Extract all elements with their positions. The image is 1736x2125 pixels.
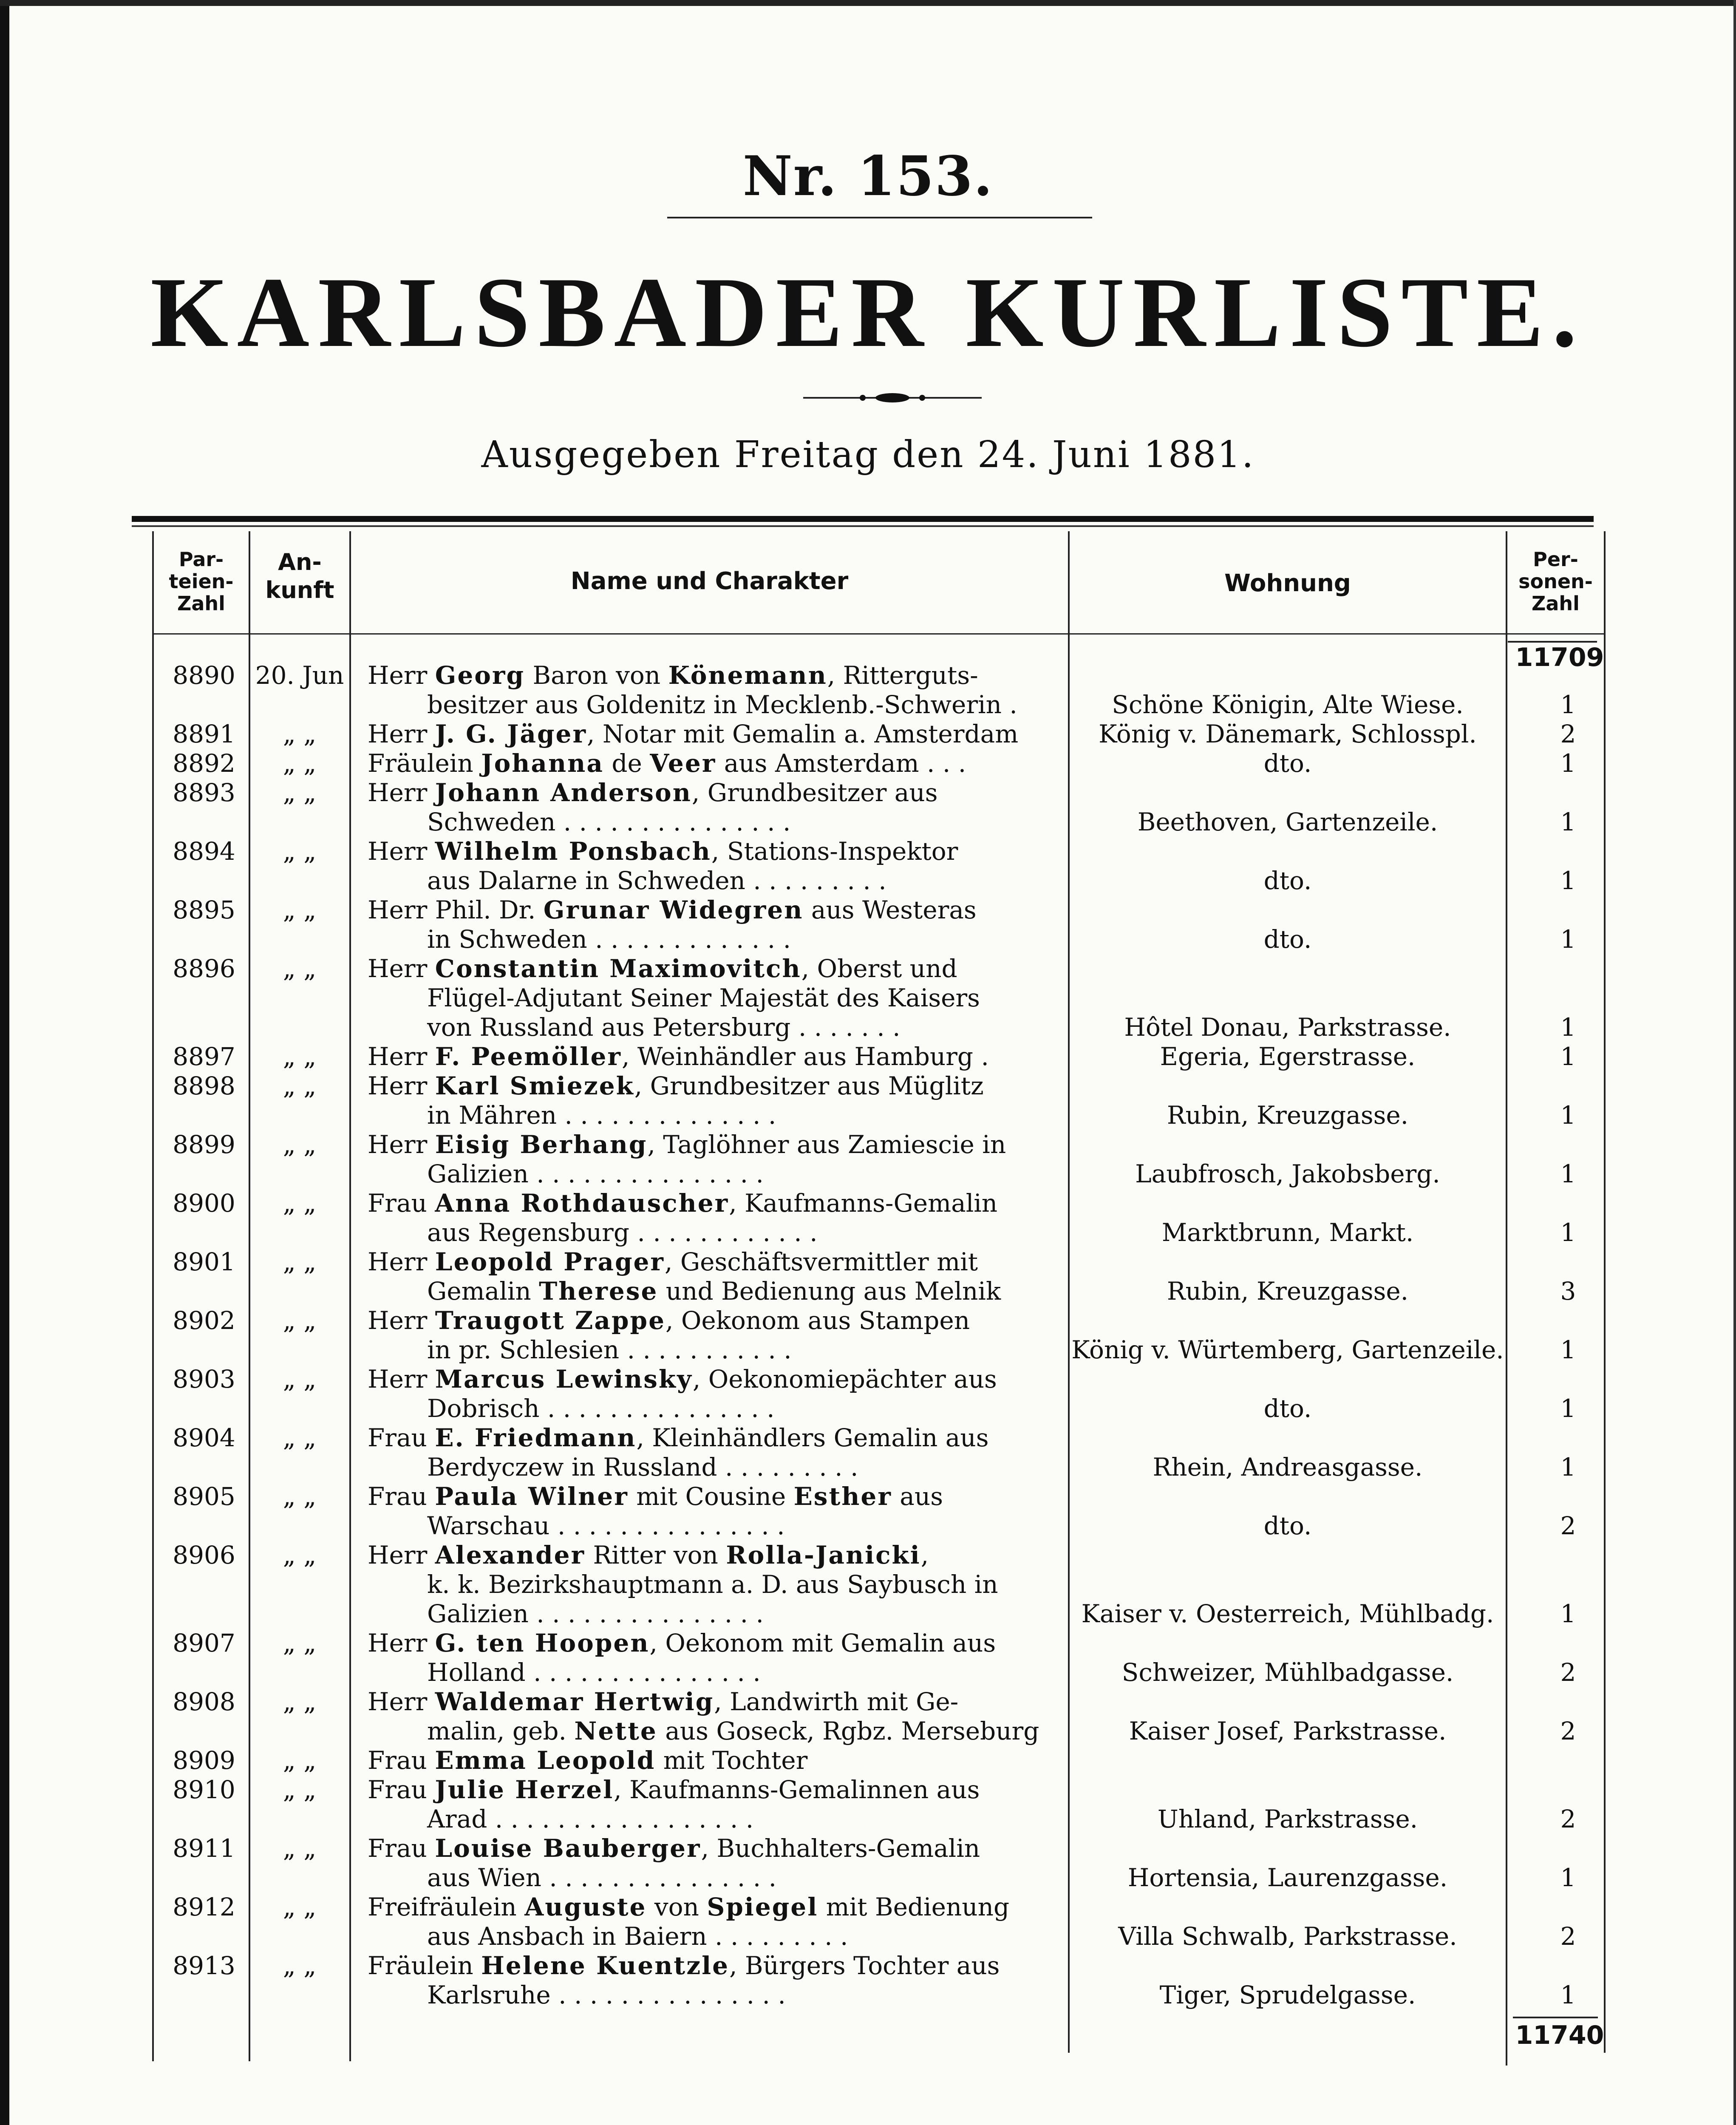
- residence: Hortensia, Laurenzgasse.: [1127, 1863, 1448, 1892]
- guest-text: Herr: [368, 1541, 435, 1570]
- guest-entry-line: [368, 1189, 997, 1218]
- table-row: [0, 1746, 1736, 1775]
- header-party-number: [154, 548, 249, 615]
- arrival-date: „ „: [283, 1482, 317, 1511]
- rule-thick: [132, 516, 1594, 522]
- table-row: [0, 1687, 1736, 1746]
- residence: Kaiser v. Oesterreich, Mühlbadg.: [1081, 1599, 1494, 1628]
- guest-text: Herr Phil. Dr.: [368, 895, 544, 924]
- party-number: 8895: [173, 895, 235, 924]
- party-number: 8894: [173, 837, 235, 866]
- guest-entry-line: [427, 983, 980, 1012]
- guest-text: , Stations-Inspektor: [711, 837, 958, 866]
- guest-name: Helene Kuentzle: [481, 1951, 730, 1980]
- guest-text: Berdyczew in Russland . . . . . . . . .: [427, 1453, 858, 1482]
- party-number: 8898: [173, 1071, 235, 1100]
- page-title: KARLSBADER KURLISTE.: [150, 257, 1586, 368]
- residence: Marktbrunn, Markt.: [1161, 1218, 1414, 1247]
- guest-text: mit Bedienung: [818, 1893, 1010, 1921]
- guest-name: Constantin Maximovitch: [435, 954, 801, 983]
- guest-text: Flügel-Adjutant Seiner Majestät des Kaisers: [427, 983, 980, 1012]
- guest-text: Herr: [368, 778, 435, 807]
- guest-name: Grunar Widegren: [543, 895, 804, 924]
- guest-name: Therese: [539, 1277, 658, 1306]
- guest-text: aus Amsterdam . . .: [716, 749, 966, 778]
- guest-name: Veer: [650, 749, 716, 778]
- arrival-date: „ „: [283, 1042, 317, 1071]
- guest-text: , Kleinhändlers Gemalin aus: [636, 1423, 989, 1452]
- residence: dto.: [1263, 1511, 1312, 1540]
- table-row: [0, 837, 1736, 895]
- guest-entry-line: [368, 895, 977, 924]
- guest-text: mit Tochter: [655, 1746, 808, 1775]
- guest-text: Frau: [368, 1775, 435, 1804]
- residence: König v. Dänemark, Schlosspl.: [1099, 720, 1477, 748]
- header-party-number-line: Par-: [178, 548, 224, 571]
- guest-text: , Oberst und: [801, 954, 957, 983]
- guest-entry-line: [427, 1453, 858, 1482]
- guest-name: G. ten Hoopen: [435, 1629, 650, 1658]
- table-row: [0, 895, 1736, 954]
- final-total: 11740: [1515, 2020, 1604, 2050]
- table-row: [0, 778, 1736, 837]
- person-count: 2: [1560, 1658, 1576, 1687]
- guest-text: de: [603, 749, 650, 778]
- guest-text: besitzer aus Goldenitz in Mecklenb.-Schwerin .: [427, 690, 1017, 719]
- person-count: 1: [1560, 1599, 1576, 1628]
- guest-entry-line: [368, 1247, 978, 1276]
- guest-text: Frau: [368, 1423, 435, 1452]
- guest-text: Herr: [368, 1687, 435, 1716]
- party-number: 8901: [173, 1247, 235, 1276]
- guest-text: Karlsruhe . . . . . . . . . . . . . . .: [427, 1980, 786, 2009]
- guest-text: Frau: [368, 1834, 435, 1863]
- party-number: 8905: [173, 1482, 235, 1511]
- guest-name: Rolla-Janicki: [726, 1541, 921, 1570]
- party-number: 8896: [173, 954, 235, 983]
- guest-text: aus Wien . . . . . . . . . . . . . . .: [427, 1863, 777, 1892]
- guest-entry-line: [368, 1541, 929, 1570]
- guest-text: in Schweden . . . . . . . . . . . . .: [427, 925, 791, 954]
- party-number: 8908: [173, 1687, 235, 1716]
- header-party-number-line: Zahl: [177, 592, 225, 615]
- arrival-date: „ „: [283, 895, 317, 924]
- person-count: 1: [1560, 925, 1576, 954]
- guest-name: Eisig Berhang: [435, 1130, 648, 1159]
- arrival-date: „ „: [283, 1775, 317, 1804]
- carried-total: 11709: [1515, 643, 1604, 672]
- party-number: 8900: [173, 1189, 235, 1218]
- arrival-date: „ „: [283, 1541, 317, 1570]
- arrival-date: „ „: [283, 1247, 317, 1276]
- residence: Tiger, Sprudelgasse.: [1159, 1980, 1416, 2009]
- guest-name: Auguste: [524, 1893, 647, 1921]
- guest-text: von: [646, 1893, 707, 1921]
- guest-entry-line: [368, 1482, 943, 1511]
- arrival-date: „ „: [283, 1629, 317, 1658]
- guest-text: aus Ansbach in Baiern . . . . . . . . .: [427, 1922, 848, 1951]
- arrival-date: „ „: [283, 1130, 317, 1159]
- table-row: [0, 1834, 1736, 1893]
- guest-entry-line: [427, 1717, 1039, 1745]
- residence: dto.: [1263, 866, 1312, 895]
- guest-text: , Kaufmanns-Gemalinnen aus: [614, 1775, 980, 1804]
- guest-text: aus Westeras: [803, 895, 977, 924]
- guest-entry-line: [368, 778, 938, 807]
- table-row: [0, 1189, 1736, 1247]
- person-count: 1: [1560, 1013, 1576, 1042]
- guest-entry-line: [368, 720, 1018, 748]
- party-number: 8906: [173, 1541, 235, 1570]
- residence: König v. Würtemberg, Gartenzeile.: [1071, 1335, 1504, 1364]
- guest-text: Fräulein: [368, 749, 481, 778]
- header-arrival-line: An-: [278, 549, 322, 575]
- guest-entry-line: [427, 1863, 776, 1892]
- table-row: [0, 1482, 1736, 1541]
- person-count: 1: [1560, 808, 1576, 836]
- party-number: 8893: [173, 778, 235, 807]
- residence: dto.: [1263, 1394, 1312, 1423]
- person-count: 1: [1560, 1042, 1576, 1071]
- guest-entry-line: [368, 1071, 984, 1100]
- header-arrival: [250, 548, 349, 604]
- residence: Schöne Königin, Alte Wiese.: [1112, 690, 1464, 719]
- guest-entry-line: [368, 1775, 980, 1804]
- arrival-date: „ „: [283, 720, 317, 748]
- guest-text: Galizien . . . . . . . . . . . . . . .: [427, 1599, 764, 1628]
- guest-name: Karl Smiezek: [435, 1071, 634, 1100]
- residence: Egeria, Egerstrasse.: [1160, 1042, 1416, 1071]
- guest-entry-line: [427, 1394, 775, 1423]
- guest-entry-line: [427, 1599, 764, 1628]
- table-row: [0, 1893, 1736, 1951]
- person-count: 1: [1560, 1863, 1576, 1892]
- arrival-date: „ „: [283, 837, 317, 866]
- header-rule: [152, 633, 1604, 635]
- table-row: [0, 1247, 1736, 1306]
- party-number: 8890: [173, 661, 235, 690]
- residence: Laubfrosch, Jakobsberg.: [1135, 1159, 1440, 1188]
- arrival-date: 20. Jun: [255, 661, 344, 690]
- table-row: [0, 1130, 1736, 1189]
- guest-entry-line: [368, 954, 957, 983]
- person-count: 2: [1560, 1717, 1576, 1745]
- guest-entry-line: [427, 1805, 753, 1833]
- guest-text: , Oekonom aus Stampen: [666, 1306, 970, 1335]
- guest-entry-line: [427, 1101, 776, 1130]
- guest-entry-line: [368, 1423, 988, 1452]
- table-row: [0, 954, 1736, 1042]
- guest-text: Fräulein: [368, 1951, 481, 1980]
- guest-entry-line: [427, 1658, 761, 1687]
- guest-text: aus Regensburg . . . . . . . . . . . .: [427, 1218, 818, 1247]
- guest-name: Anna Rothdauscher: [435, 1189, 729, 1218]
- table-row: [0, 1306, 1736, 1365]
- arrival-date: „ „: [283, 778, 317, 807]
- arrival-date: „ „: [283, 1365, 317, 1394]
- guest-text: , Geschäftsvermittler mit: [664, 1247, 978, 1276]
- issue-date: Ausgegeben Freitag den 24. Juni 1881.: [481, 434, 1255, 476]
- person-count: 1: [1560, 1159, 1576, 1188]
- person-count: 2: [1560, 1511, 1576, 1540]
- header-name: Name und Charakter: [570, 567, 849, 595]
- guest-text: Herr: [368, 1365, 435, 1394]
- guest-text: Herr: [368, 1247, 435, 1276]
- guest-text: von Russland aus Petersburg . . . . . . .: [427, 1013, 901, 1042]
- residence: Kaiser Josef, Parkstrasse.: [1129, 1717, 1447, 1745]
- table-row: [0, 1365, 1736, 1423]
- guest-text: Holland . . . . . . . . . . . . . . .: [427, 1658, 761, 1687]
- guest-text: Herr: [368, 661, 435, 690]
- guest-name: E. Friedmann: [435, 1423, 637, 1452]
- residence: Uhland, Parkstrasse.: [1157, 1805, 1418, 1833]
- guest-text: , Taglöhner aus Zamiescie in: [647, 1130, 1006, 1159]
- table-row: [0, 1042, 1736, 1071]
- guest-entry-line: [368, 1951, 1000, 1980]
- person-count: 2: [1560, 1805, 1576, 1833]
- guest-text: Freifräulein: [368, 1893, 525, 1921]
- party-number: 8897: [173, 1042, 235, 1071]
- guest-entry-line: [427, 925, 791, 954]
- party-number: 8912: [173, 1893, 235, 1921]
- guest-entry-line: [427, 1570, 998, 1599]
- guest-entry-line: [427, 808, 790, 836]
- person-count: 1: [1560, 866, 1576, 895]
- party-number: 8909: [173, 1746, 235, 1775]
- party-number: 8902: [173, 1306, 235, 1335]
- guest-entry-line: [427, 1335, 792, 1364]
- guest-entry-line: [427, 1013, 901, 1042]
- guest-entry-line: [368, 1687, 958, 1716]
- guest-entry-line: [427, 690, 1017, 719]
- guest-text: ,: [920, 1541, 929, 1570]
- guest-name: F. Peemöller: [435, 1042, 622, 1071]
- arrival-date: „ „: [283, 1834, 317, 1863]
- guest-name: Leopold Prager: [435, 1247, 665, 1276]
- guest-text: Herr: [368, 720, 435, 748]
- person-count: 1: [1560, 1980, 1576, 2009]
- header-party-number-line: teien-: [169, 570, 234, 593]
- guest-text: und Bedienung aus Melnik: [658, 1277, 1001, 1306]
- residence: Beethoven, Gartenzeile.: [1137, 808, 1438, 836]
- guest-name: Traugott Zappe: [435, 1306, 666, 1335]
- person-count: 3: [1560, 1277, 1576, 1306]
- person-count: 1: [1560, 690, 1576, 719]
- guest-entry-line: [427, 1159, 764, 1188]
- guest-entry-line: [368, 837, 958, 866]
- arrival-date: „ „: [283, 749, 317, 778]
- guest-entry-line: [427, 1218, 818, 1247]
- guest-entry-line: [368, 1042, 989, 1071]
- table-row: [0, 1775, 1736, 1834]
- rule-under-number: [667, 217, 1092, 218]
- residence: Rubin, Kreuzgasse.: [1167, 1277, 1409, 1306]
- person-count: 2: [1560, 720, 1576, 748]
- guest-name: Georg: [435, 661, 525, 690]
- guest-name: Marcus Lewinsky: [435, 1365, 693, 1394]
- guest-text: , Ritterguts-: [827, 661, 978, 690]
- guest-text: Warschau . . . . . . . . . . . . . . .: [427, 1511, 785, 1540]
- arrival-date: „ „: [283, 954, 317, 983]
- guest-name: Spiegel: [707, 1893, 818, 1921]
- guest-text: aus Goseck, Rgbz. Merseburg: [657, 1717, 1039, 1745]
- guest-name: Paula Wilner: [435, 1482, 629, 1511]
- table-row: [0, 1541, 1736, 1629]
- header-person-count-line: Zahl: [1532, 592, 1580, 615]
- guest-text: , Notar mit Gemalin a. Amsterdam: [587, 720, 1019, 748]
- guest-entry-line: [368, 1834, 980, 1863]
- arrival-date: „ „: [283, 1306, 317, 1335]
- arrival-date: „ „: [283, 1893, 317, 1921]
- guest-text: Frau: [368, 1189, 435, 1218]
- guest-name: Esther: [793, 1482, 892, 1511]
- guest-text: in Mähren . . . . . . . . . . . . . .: [427, 1101, 776, 1130]
- header-address: Wohnung: [1224, 570, 1351, 597]
- guest-text: Galizien . . . . . . . . . . . . . . .: [427, 1159, 764, 1188]
- arrival-date: „ „: [283, 1746, 317, 1775]
- guest-text: , Grundbesitzer aus: [691, 778, 938, 807]
- guest-text: aus Dalarne in Schweden . . . . . . . . .: [427, 866, 886, 895]
- issue-number: Nr. 153.: [742, 144, 994, 208]
- guest-text: Herr: [368, 1130, 435, 1159]
- guest-entry-line: [368, 1130, 1006, 1159]
- guest-text: malin, geb.: [427, 1717, 575, 1745]
- guest-text: Herr: [368, 837, 435, 866]
- guest-text: Herr: [368, 1629, 435, 1658]
- guest-name: J. G. Jäger: [435, 720, 587, 748]
- party-number: 8910: [173, 1775, 235, 1804]
- guest-entry-line: [368, 1746, 807, 1775]
- guest-text: , Oekonomiepächter aus: [692, 1365, 997, 1394]
- party-number: 8911: [173, 1834, 235, 1863]
- guest-text: Gemalin: [427, 1277, 539, 1306]
- guest-text: , Weinhändler aus Hamburg .: [621, 1042, 989, 1071]
- guest-text: Schweden . . . . . . . . . . . . . . .: [427, 808, 791, 836]
- header-arrival-line: kunft: [265, 577, 334, 604]
- guest-name: Julie Herzel: [435, 1775, 614, 1804]
- arrival-date: „ „: [283, 1687, 317, 1716]
- header-person-count-line: Per-: [1533, 548, 1578, 571]
- arrival-date: „ „: [283, 1951, 317, 1980]
- residence: Rhein, Andreasgasse.: [1153, 1453, 1423, 1482]
- guest-entry-line: [368, 749, 966, 778]
- guest-entry-line: [427, 1922, 848, 1951]
- guest-entry-line: [368, 661, 978, 690]
- guest-entry-line: [427, 1511, 785, 1540]
- guest-name: Waldemar Hertwig: [435, 1687, 714, 1716]
- person-count: 1: [1560, 1218, 1576, 1247]
- guest-name: Johann Anderson: [435, 778, 692, 807]
- scan-edge-top: [0, 0, 1736, 6]
- party-number: 8899: [173, 1130, 235, 1159]
- guest-name: Wilhelm Ponsbach: [435, 837, 711, 866]
- guest-text: , Landwirth mit Ge-: [714, 1687, 959, 1716]
- guest-entry-line: [427, 866, 886, 895]
- party-number: 8907: [173, 1629, 235, 1658]
- residence: Schweizer, Mühlbadgasse.: [1121, 1658, 1454, 1687]
- final-total-rule: [1513, 2017, 1598, 2018]
- guest-text: in pr. Schlesien . . . . . . . . . . .: [427, 1335, 792, 1364]
- rule-thin: [132, 525, 1594, 527]
- guest-entry-line: [368, 1893, 1009, 1921]
- residence: Villa Schwalb, Parkstrasse.: [1118, 1922, 1457, 1951]
- guest-name: Johanna: [481, 749, 604, 778]
- table-row: [0, 749, 1736, 778]
- ornament-divider: [803, 393, 982, 403]
- table-row: [0, 720, 1736, 749]
- guest-entry-line: [427, 1277, 1001, 1306]
- guest-text: Herr: [368, 1042, 435, 1071]
- person-count: 2: [1560, 1922, 1576, 1951]
- table-row: [0, 1951, 1736, 2010]
- guest-text: Ritter von: [585, 1541, 726, 1570]
- guest-text: Herr: [368, 1071, 435, 1100]
- person-count: 1: [1560, 1394, 1576, 1423]
- party-number: 8891: [173, 720, 235, 748]
- person-count: 1: [1560, 749, 1576, 778]
- table-row: [0, 661, 1736, 720]
- person-count: 1: [1560, 1101, 1576, 1130]
- guest-name: Emma Leopold: [435, 1746, 656, 1775]
- table-row: [0, 1423, 1736, 1482]
- guest-text: aus: [892, 1482, 943, 1511]
- party-number: 8913: [173, 1951, 235, 1980]
- guest-text: , Oekonom mit Gemalin aus: [649, 1629, 996, 1658]
- guest-text: mit Cousine: [628, 1482, 794, 1511]
- residence: dto.: [1263, 749, 1312, 778]
- guest-entry-line: [427, 1980, 786, 2009]
- guest-entry-line: [368, 1365, 997, 1394]
- party-number: 8904: [173, 1423, 235, 1452]
- guest-entry-line: [368, 1306, 970, 1335]
- guest-text: , Grundbesitzer aus Müglitz: [634, 1071, 984, 1100]
- arrival-date: „ „: [283, 1423, 317, 1452]
- table-row: [0, 1071, 1736, 1130]
- guest-text: k. k. Bezirkshauptmann a. D. aus Saybusch in: [427, 1570, 998, 1599]
- guest-name: Nette: [574, 1717, 657, 1745]
- guest-name: Könemann: [668, 661, 827, 690]
- guest-text: Arad . . . . . . . . . . . . . . . . .: [427, 1805, 754, 1833]
- guest-text: Herr: [368, 1306, 435, 1335]
- residence: Hôtel Donau, Parkstrasse.: [1124, 1013, 1451, 1042]
- party-number: 8892: [173, 749, 235, 778]
- arrival-date: „ „: [283, 1189, 317, 1218]
- guest-text: Baron von: [525, 661, 668, 690]
- guest-name: Alexander: [435, 1541, 586, 1570]
- header-person-count-line: sonen-: [1518, 570, 1593, 593]
- guest-name: Louise Bauberger: [435, 1834, 701, 1863]
- party-number: 8903: [173, 1365, 235, 1394]
- residence: dto.: [1263, 925, 1312, 954]
- guest-text: Herr: [368, 954, 435, 983]
- person-count: 1: [1560, 1453, 1576, 1482]
- guest-text: , Buchhalters-Gemalin: [701, 1834, 980, 1863]
- guest-text: , Bürgers Tochter aus: [729, 1951, 1000, 1980]
- residence: Rubin, Kreuzgasse.: [1167, 1101, 1409, 1130]
- guest-text: , Kaufmanns-Gemalin: [729, 1189, 998, 1218]
- guest-text: Frau: [368, 1746, 435, 1775]
- table-row: [0, 1629, 1736, 1687]
- guest-text: Frau: [368, 1482, 435, 1511]
- guest-text: Dobrisch . . . . . . . . . . . . . . .: [427, 1394, 775, 1423]
- header-person-count: [1507, 548, 1604, 615]
- arrival-date: „ „: [283, 1071, 317, 1100]
- person-count: 1: [1560, 1335, 1576, 1364]
- guest-entry-line: [368, 1629, 996, 1658]
